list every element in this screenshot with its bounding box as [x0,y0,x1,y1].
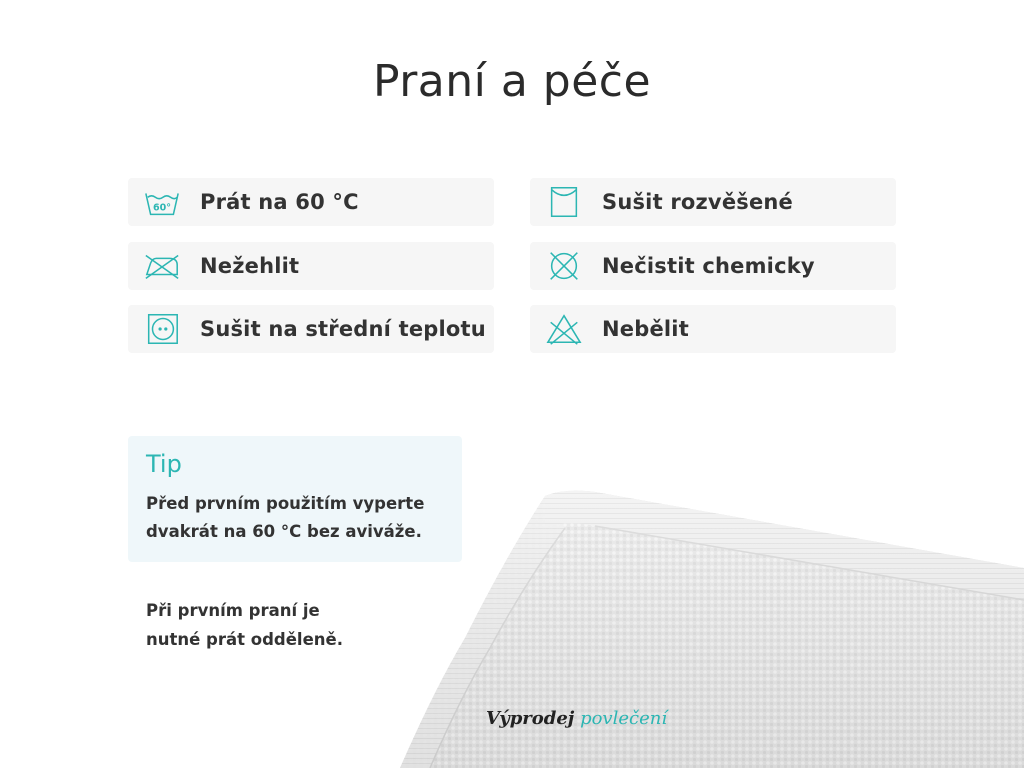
care-item-no-bleach [530,305,896,353]
page-title: Praní a péče [372,56,652,107]
tip-line: dvakrát na 60 °C bez aviváže. [146,522,422,541]
no-iron-icon [142,248,182,284]
no-dry-clean-icon [544,248,584,284]
tumble-dry-medium-icon [142,311,182,347]
no-bleach-icon [544,311,584,347]
tip-title: Tip [146,450,182,478]
care-item-wash-60 [128,178,494,226]
svg-text:60°: 60° [153,202,171,214]
care-item-no-iron [128,242,494,290]
care-item-label: Prát na 60 °C [200,190,359,214]
care-item-label: Nežehlit [200,254,300,278]
logo-part-dark: Výprodej [486,708,575,729]
care-item-line-dry [530,178,896,226]
care-item-label: Sušit rozvěšené [602,190,793,214]
note-line: nutné prát odděleně. [146,630,343,649]
line-dry-icon [544,184,584,220]
logo-part-teal: povlečení [580,708,668,729]
care-item-label: Sušit na střední teplotu [200,317,486,341]
wash-60-icon [142,184,182,220]
care-item-no-dry-clean [530,242,896,290]
note-line: Při prvním praní je [146,601,320,620]
brand-logo [486,708,667,740]
care-item-tumble-dry-medium [128,305,494,353]
care-item-label: Nebělit [602,317,689,341]
care-item-label: Nečistit chemicky [602,254,815,278]
tip-line: Před prvním použitím vyperte [146,494,425,513]
